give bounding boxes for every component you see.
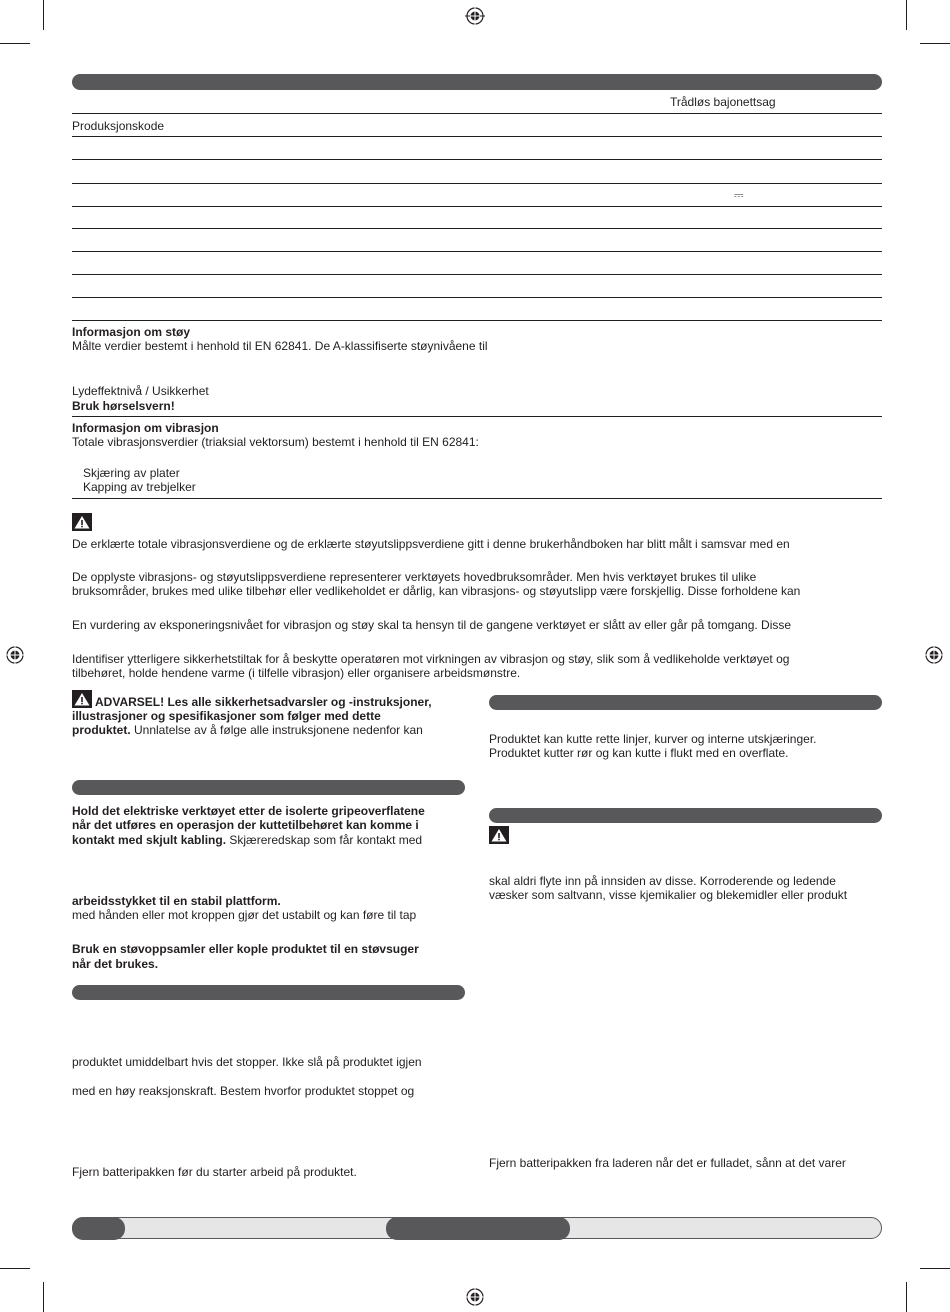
crop-mark-tr-horizontal <box>920 43 950 44</box>
dc-symbol: ⎓ <box>734 188 744 202</box>
warning-paragraph: En vurdering av eksponeringsnivået for vibrasjon og støy skal ta hensyn til de gangene verktøyet er slått av eller går på tomgang. Disse <box>72 618 792 632</box>
table-row-divider <box>72 228 882 229</box>
footer-language-tab <box>386 1217 570 1240</box>
safety-dust-text: når det brukes. <box>72 957 159 971</box>
footer-page-tab <box>72 1217 125 1240</box>
registration-mark-icon <box>5 645 25 665</box>
production-code-label: Produksjonskode <box>72 119 165 133</box>
warning-paragraph: bruksområder, brukes med ulike tilbehør eller vedlikeholdet er dårlig, kan vibrasjons- og støyutslipp være forskjellig. Disse forholdene kan <box>72 584 801 598</box>
safety-platform-text: med hånden eller mot kroppen gjør det ustabilt og kan føre til tap <box>72 908 417 922</box>
registration-mark-icon <box>465 1287 485 1307</box>
warning-triangle-icon <box>489 826 509 844</box>
reaction-text: med en høy reaksjonskraft. Bestem hvorfor produktet stoppet og <box>72 1084 415 1098</box>
intended-use-text: Produktet kan kutte rette linjer, kurver og interne utskjæringer. <box>489 732 817 746</box>
safety-platform-bold: arbeidsstykket til en stabil plattform. <box>72 894 281 908</box>
safety-hold-rest: Skjæreredskap som får kontakt med <box>226 833 423 847</box>
vibration-item: Skjæring av plater <box>83 466 180 480</box>
registration-mark-icon <box>465 6 485 26</box>
warning-paragraph: De erklærte totale vibrasjonsverdiene og de erklærte støyutslippsverdiene gitt i denne brukerhåndboken har blitt målt i samsvar med en <box>72 537 790 551</box>
table-row-divider <box>72 113 882 114</box>
table-row-divider <box>72 274 882 275</box>
section-header-bar <box>72 780 465 795</box>
crop-mark-br-vertical <box>906 1282 907 1312</box>
crop-mark-bl-horizontal <box>0 1268 30 1269</box>
safety-hold-text <box>72 833 422 847</box>
safety-hold-text: når det utføres en operasjon der kuttetilbehøret kan komme i <box>72 818 419 832</box>
crop-mark-tr-vertical <box>906 0 907 30</box>
table-row-divider <box>72 320 882 321</box>
section-header-bar <box>489 808 882 823</box>
crop-mark-bl-vertical <box>43 1282 44 1312</box>
advarsel-text: illustrasjoner og spesifikasjoner som følger med dette <box>72 709 381 723</box>
advarsel-text: ADVARSEL! Les alle sikkerhetsadvarsler og -instruksjoner, <box>95 695 432 709</box>
vibration-heading: Informasjon om vibrasjon <box>72 421 219 435</box>
noise-text: Målte verdier bestemt i henhold til EN 62841. De A-klassifiserte støynivåene til <box>72 339 488 353</box>
vibration-text: Totale vibrasjonsverdier (triaksial vektorsum) bestemt i henhold til EN 62841: <box>72 435 479 449</box>
hearing-protection: Bruk hørselsvern! <box>72 399 175 413</box>
section-divider <box>72 416 882 417</box>
table-row-divider <box>72 297 882 298</box>
spec-header-bar <box>72 74 882 90</box>
safety-dust-text: Bruk en støvoppsamler eller kople produktet til en støvsuger <box>72 942 419 956</box>
liquid-warning-text: væsker som saltvann, visse kjemikalier og blekemidler eller produkt <box>489 888 848 902</box>
crop-mark-br-horizontal <box>920 1268 950 1269</box>
liquid-warning-text: skal aldri flyte inn på innsiden av disse. Korroderende og ledende <box>489 874 836 888</box>
registration-mark-icon <box>924 645 944 665</box>
table-row-divider <box>72 136 882 137</box>
remove-battery-text: Fjern batteripakken før du starter arbeid på produktet. <box>72 1165 357 1179</box>
warning-triangle-icon <box>72 513 92 531</box>
table-row-divider <box>72 251 882 252</box>
crop-mark-tl-vertical <box>43 0 44 30</box>
advarsel-bold: produktet. <box>72 723 131 737</box>
vibration-item: Kapping av trebjelker <box>83 480 196 494</box>
crop-mark-tl-horizontal <box>0 43 30 44</box>
warning-paragraph: tilbehøret, holde hendene varme (i tilfelle vibrasjon) eller organisere arbeidsmønstre. <box>72 666 521 680</box>
warning-triangle-icon <box>72 690 92 708</box>
safety-hold-text: Hold det elektriske verktøyet etter de isolerte gripeoverflatene <box>72 804 425 818</box>
safety-hold-bold: kontakt med skjult kabling. <box>72 833 227 847</box>
table-row-divider <box>72 159 882 160</box>
advarsel-rest: Unnlatelse av å følge alle instruksjonene nedenfor kan <box>130 723 423 737</box>
stop-text: produktet umiddelbart hvis det stopper. Ikke slå på produktet igjen <box>72 1055 422 1069</box>
advarsel-text <box>72 723 423 737</box>
sound-power-label: Lydeffektnivå / Usikkerhet <box>72 384 209 398</box>
table-row-divider <box>72 206 882 207</box>
section-header-bar <box>72 985 465 1000</box>
section-header-bar <box>489 695 882 710</box>
charger-text: Fjern batteripakken fra laderen når det er fulladet, sånn at det varer <box>489 1156 846 1170</box>
product-name: Trådløs bajonettsag <box>670 95 776 109</box>
section-divider <box>72 498 882 499</box>
warning-paragraph: De opplyste vibrasjons- og støyutslippsverdiene representerer verktøyets hovedbruksområder. Men hvis verktøyet brukes til ulike <box>72 570 757 584</box>
intended-use-text: Produktet kutter rør og kan kutte i flukt med en overflate. <box>489 746 789 760</box>
noise-heading: Informasjon om støy <box>72 325 191 339</box>
table-row-divider <box>72 183 882 184</box>
warning-paragraph: Identifiser ytterligere sikkerhetstiltak for å beskytte operatøren mot virkningen av vibrasjon og støy, slik som å vedlikeholde verktøyet og <box>72 652 790 666</box>
